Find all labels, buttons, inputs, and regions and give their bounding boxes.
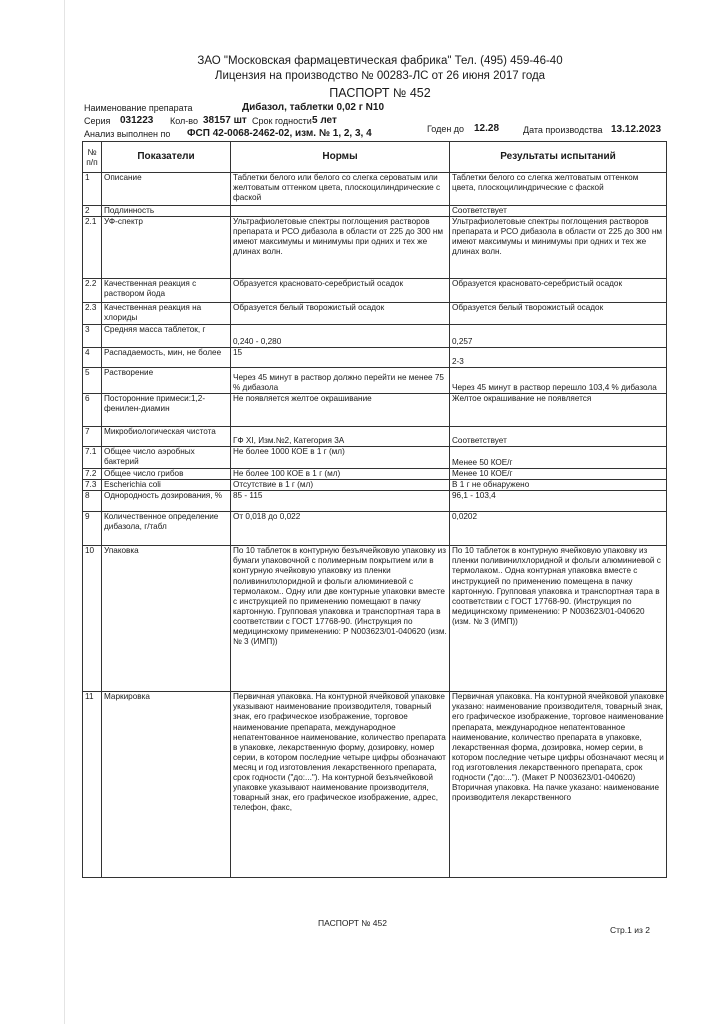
table-row <box>83 303 667 325</box>
cell-number: 3 <box>83 325 102 348</box>
cell-norm: От 0,018 до 0,022 <box>231 512 450 546</box>
cell-number: 11 <box>83 692 102 878</box>
header-results: Результаты испытаний <box>450 142 667 173</box>
cell-result: В 1 г не обнаружено <box>450 480 667 491</box>
cell-indicator: Маркировка <box>102 692 231 878</box>
cell-result: 2-3 <box>450 348 667 368</box>
cell-result: Соответствует <box>450 427 667 447</box>
table-row <box>83 447 667 469</box>
valid-until-value: 12.28 <box>474 123 500 134</box>
cell-indicator: Средняя масса таблеток, г <box>102 325 231 348</box>
cell-indicator: Подлинность <box>102 206 231 217</box>
header-indicators: Показатели <box>102 142 231 173</box>
quantity-label: Кол-во <box>170 116 198 126</box>
company-line: ЗАО "Московская фармацевтическая фабрика" Тел. (495) 459-46-40 <box>197 55 563 67</box>
shelf-life-label: Срок годности <box>252 116 312 126</box>
cell-result: Менее 10 КОЕ/г <box>450 469 667 480</box>
cell-indicator: УФ-спектр <box>102 217 231 279</box>
cell-number: 2.2 <box>83 279 102 303</box>
cell-result: 96,1 - 103,4 <box>450 491 667 512</box>
cell-indicator: Количественное определение дибазола, г/табл <box>102 512 231 546</box>
cell-indicator: Общее число грибов <box>102 469 231 480</box>
passport-table <box>82 141 667 878</box>
cell-result: По 10 таблеток в контурную ячейковую упаковку из пленки поливинилхлоридной и фольги алюминиевой с термолаком.. Одна контурная упаковка вместе с инструкцией по применению помещена в пачку картонную. Групповая упаковка и транспортная тара в соответствии с ГОСТ 17768-90. (Инструкция по медицинскому применению: Р N003623/01-040620 (изм. № 3 (ИМП)) <box>450 546 667 692</box>
cell-result: Образуется белый творожистый осадок <box>450 303 667 325</box>
cell-result: Через 45 минут в раствор перешло 103,4 % дибазола <box>450 368 667 394</box>
cell-norm: 15 <box>231 348 450 368</box>
cell-norm: Через 45 минут в раствор должно перейти не менее 75 % дибазола <box>231 368 450 394</box>
cell-result: Таблетки белого со слегка желтоватым оттенком цвета, плоскоцилиндрические с фаской <box>450 173 667 206</box>
passport-title: ПАСПОРТ № 452 <box>329 86 431 100</box>
header-number: № п/п <box>83 142 102 173</box>
scan-fold-line <box>64 0 65 1024</box>
cell-indicator: Посторонние примеси:1,2-фенилен-диамин <box>102 394 231 427</box>
product-name-value: Дибазол, таблетки 0,02 г N10 <box>242 102 385 113</box>
table-row <box>83 394 667 427</box>
valid-until-label: Годен до <box>427 124 465 134</box>
cell-indicator: Качественная реакция с раствором йода <box>102 279 231 303</box>
cell-norm: Отсутствие в 1 г (мл) <box>231 480 450 491</box>
cell-norm: Образуется красновато-серебристый осадок <box>231 279 450 303</box>
cell-norm: Образуется белый творожистый осадок <box>231 303 450 325</box>
cell-indicator: Микробиологическая чистота <box>102 427 231 447</box>
cell-result: Первичная упаковка. На контурной ячейковой упаковке указано: наименование производителя, товарный знак, его графическое изображение, торговое наименование препарата, международное непатентованное наименование, количество препарата в упаковке, лекарственная форма, дозировка, номер серии, в котором последние четыре цифры обозначают месяц и год изготовления лекарственного препарата, срок годности ("до:..."). (Макет Р N003623/01-040620) Вторичная упаковка. На пачке указано: наименование производителя лекарственного <box>450 692 667 878</box>
cell-norm: Не появляется желтое окрашивание <box>231 394 450 427</box>
table-row <box>83 206 667 217</box>
cell-indicator: Escherichia coli <box>102 480 231 491</box>
cell-number: 8 <box>83 491 102 512</box>
series-value: 031223 <box>120 115 154 126</box>
cell-norm: Не более 100 КОЕ в 1 г (мл) <box>231 469 450 480</box>
cell-result: Желтое окрашивание не появляется <box>450 394 667 427</box>
cell-number: 7.2 <box>83 469 102 480</box>
production-date-value: 13.12.2023 <box>611 124 662 135</box>
cell-norm: Таблетки белого или белого со слегка сероватым или желтоватым оттенком цвета, плоскоцилиндрические с фаской <box>231 173 450 206</box>
quantity-value: 38157 шт <box>203 115 247 126</box>
cell-number: 7.3 <box>83 480 102 491</box>
cell-number: 7.1 <box>83 447 102 469</box>
cell-norm: Не более 1000 КОЕ в 1 г (мл) <box>231 447 450 469</box>
table-row <box>83 217 667 279</box>
cell-result: 0,0202 <box>450 512 667 546</box>
cell-result: Образуется красновато-серебристый осадок <box>450 279 667 303</box>
table-row <box>83 512 667 546</box>
product-name-label: Наименование препарата <box>84 103 193 113</box>
analysis-value: ФСП 42-0068-2462-02, изм. № 1, 2, 3, 4 <box>187 128 372 139</box>
cell-indicator: Растворение <box>102 368 231 394</box>
cell-result: Менее 50 КОЕ/г <box>450 447 667 469</box>
cell-indicator: Однородность дозирования, % <box>102 491 231 512</box>
cell-norm: По 10 таблеток в контурную безъячейковую упаковку из бумаги упаковочной с полимерным покрытием или в контурную ячейковую упаковку из пленки поливинилхлоридной и фольги алюминиевой с термолаком.. Одну или две контурные упаковки вместе с инструкцией по применению помещают в пачку картонную. Групповая упаковка и транспортная тара в соответствии с ГОСТ 17768-90. (Инструкция по медицинскому применению: Р N003623/01-040620 (изм. № 3 (ИМП)) <box>231 546 450 692</box>
cell-result: 0,257 <box>450 325 667 348</box>
cell-indicator: Общее число аэробных бактерий <box>102 447 231 469</box>
cell-norm: Ультрафиолетовые спектры поглощения растворов препарата и РСО дибазола в области от 225 до 300 нм имеют максимумы и минимумы при одних и тех же длинах волн. <box>231 217 450 279</box>
table-row <box>83 348 667 368</box>
cell-norm <box>231 206 450 217</box>
shelf-life-value: 5 лет <box>312 115 337 126</box>
table-row <box>83 279 667 303</box>
table-row <box>83 173 667 206</box>
cell-number: 6 <box>83 394 102 427</box>
cell-number: 2 <box>83 206 102 217</box>
cell-number: 2.3 <box>83 303 102 325</box>
table-row <box>83 692 667 878</box>
cell-norm: 0,240 - 0,280 <box>231 325 450 348</box>
cell-norm: ГФ XI, Изм.№2, Категория 3А <box>231 427 450 447</box>
cell-indicator: Распадаемость, мин, не более <box>102 348 231 368</box>
cell-indicator: Описание <box>102 173 231 206</box>
cell-number: 2.1 <box>83 217 102 279</box>
cell-norm: 85 - 115 <box>231 491 450 512</box>
analysis-label: Анализ выполнен по <box>84 129 171 139</box>
table-row <box>83 546 667 692</box>
cell-number: 4 <box>83 348 102 368</box>
table-row <box>83 427 667 447</box>
cell-number: 10 <box>83 546 102 692</box>
cell-indicator: Упаковка <box>102 546 231 692</box>
table-row <box>83 325 667 348</box>
cell-number: 1 <box>83 173 102 206</box>
footer-passport: ПАСПОРТ № 452 <box>318 918 387 928</box>
cell-number: 9 <box>83 512 102 546</box>
table-row <box>83 480 667 491</box>
header-norms: Нормы <box>231 142 450 173</box>
cell-number: 7 <box>83 427 102 447</box>
footer-page-number: Стр.1 из 2 <box>610 925 650 935</box>
table-row <box>83 469 667 480</box>
cell-indicator: Качественная реакция на хлориды <box>102 303 231 325</box>
production-date-label: Дата производства <box>523 125 603 135</box>
cell-result: Ультрафиолетовые спектры поглощения растворов препарата и РСО дибазола в области от 225 до 300 нм имеют максимумы и минимумы при одних и тех же длинах волн. <box>450 217 667 279</box>
series-label: Серия <box>84 116 111 126</box>
cell-result: Соответствует <box>450 206 667 217</box>
cell-norm: Первичная упаковка. На контурной ячейковой упаковке указывают наименование производителя, товарный знак, его графическое изображение, торговое наименование препарата, международное непатентованное наименование, количество препарата в упаковке, лекарственную форму, дозировку, номер серии, в котором последние четыре цифры обозначают месяц и год изготовления лекарственного препарата, срок годности ("до:..."). На контурной безъячейковой упаковке указывают наименование производителя, товарный знак, его графическое изображение, адрес, телефон, факс, <box>231 692 450 878</box>
table-row <box>83 368 667 394</box>
cell-number: 5 <box>83 368 102 394</box>
license-line: Лицензия на производство № 00283-ЛС от 26 июня 2017 года <box>214 70 546 82</box>
table-row <box>83 491 667 512</box>
